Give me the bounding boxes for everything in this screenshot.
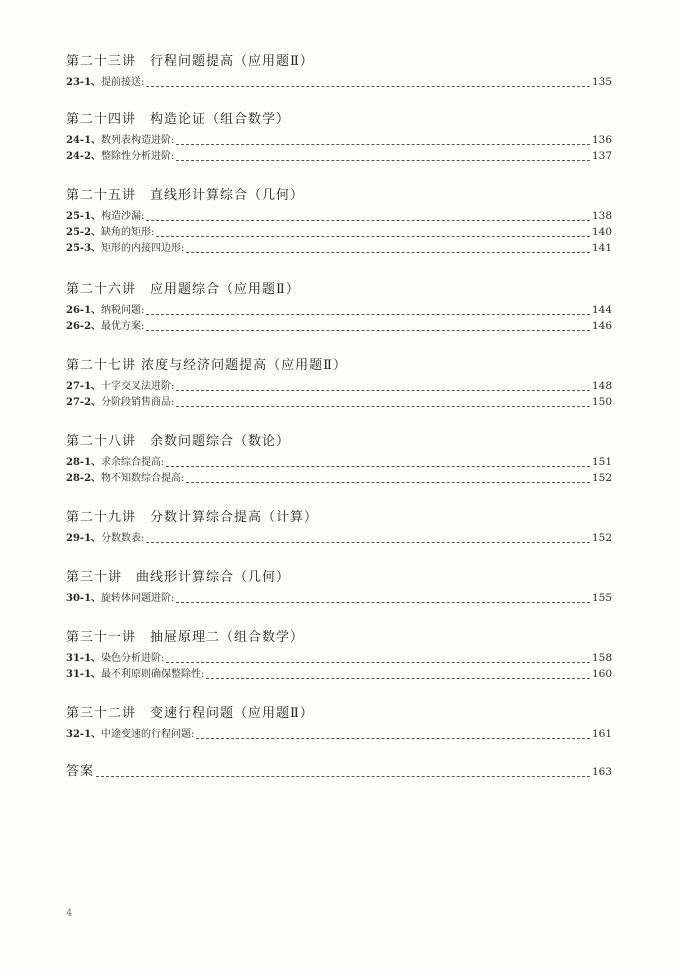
entry-title: 中途变速的行程问题: bbox=[101, 729, 195, 740]
entry-label bbox=[66, 133, 174, 149]
toc-section bbox=[66, 52, 612, 90]
dot-leader bbox=[176, 390, 590, 391]
dot-leader bbox=[146, 542, 590, 543]
section-title: 第三十二讲 变速行程问题（应用题Ⅱ） bbox=[66, 706, 314, 721]
entry-title: 分数数表: bbox=[101, 533, 145, 544]
entry-title: 最优方案: bbox=[101, 321, 145, 332]
toc-section bbox=[66, 704, 612, 742]
entry-label bbox=[66, 241, 184, 257]
entry-number: 25-3、 bbox=[66, 243, 102, 254]
entry-title: 缺角的矩形: bbox=[101, 227, 155, 238]
section-title: 第三十一讲 抽屉原理二（组合数学） bbox=[66, 630, 305, 645]
dot-leader bbox=[146, 330, 590, 331]
dot-leader bbox=[146, 220, 590, 221]
entry-number: 23-1、 bbox=[66, 77, 102, 88]
toc-entry[interactable] bbox=[66, 132, 612, 148]
entry-title: 分阶段销售商品: bbox=[101, 397, 175, 408]
toc-section bbox=[66, 568, 612, 606]
dot-leader bbox=[206, 678, 590, 679]
dot-leader bbox=[176, 406, 590, 407]
toc-entry[interactable] bbox=[66, 454, 612, 470]
toc-entry[interactable] bbox=[66, 302, 612, 318]
dot-leader bbox=[156, 236, 590, 237]
dot-leader bbox=[166, 662, 590, 663]
toc-entry[interactable] bbox=[66, 240, 612, 256]
toc-section bbox=[66, 628, 612, 682]
entry-number: 31-1、 bbox=[66, 669, 102, 680]
entry-page-number: 135 bbox=[591, 76, 612, 88]
entry-page-number: 137 bbox=[591, 150, 612, 162]
toc-entry[interactable] bbox=[66, 650, 612, 666]
table-of-contents bbox=[66, 52, 612, 782]
section-title: 第二十四讲 构造论证（组合数学） bbox=[66, 112, 291, 127]
entry-title: 染色分析进阶: bbox=[101, 653, 165, 664]
entry-page-number: 148 bbox=[591, 380, 612, 392]
entry-title: 纳税问题: bbox=[101, 305, 145, 316]
page-number: 4 bbox=[66, 908, 73, 919]
entry-page-number: 136 bbox=[591, 134, 612, 146]
dot-leader bbox=[186, 252, 590, 253]
toc-entry[interactable] bbox=[66, 378, 612, 394]
entry-label bbox=[66, 591, 174, 607]
entry-label bbox=[66, 667, 204, 683]
dot-leader bbox=[146, 86, 590, 87]
toc-entry[interactable] bbox=[66, 74, 612, 90]
entry-title: 整除性分析进阶: bbox=[101, 151, 175, 162]
entry-page-number: 150 bbox=[591, 396, 612, 408]
entry-number: 24-1、 bbox=[66, 135, 102, 146]
toc-section bbox=[66, 508, 612, 546]
entry-number: 32-1、 bbox=[66, 729, 102, 740]
toc-section bbox=[66, 432, 612, 486]
entry-title: 矩形的内接四边形: bbox=[101, 243, 185, 254]
entry-title: 十字交叉法进阶: bbox=[101, 381, 175, 392]
toc-entry[interactable] bbox=[66, 318, 612, 334]
dot-leader bbox=[166, 466, 590, 467]
toc-entry[interactable] bbox=[66, 208, 612, 224]
section-title: 第三十讲 曲线形计算综合（几何） bbox=[66, 570, 291, 585]
toc-entry[interactable] bbox=[66, 470, 612, 486]
entry-page-number: 146 bbox=[591, 320, 612, 332]
entry-number: 29-1、 bbox=[66, 533, 102, 544]
dot-leader bbox=[96, 776, 590, 777]
entry-number: 28-2、 bbox=[66, 473, 102, 484]
section-title: 第二十七讲 浓度与经济问题提高（应用题Ⅱ） bbox=[66, 358, 347, 373]
entry-label bbox=[66, 149, 174, 165]
entry-title: 最不利原则确保整除性: bbox=[101, 669, 205, 680]
entry-label bbox=[66, 651, 164, 667]
toc-section bbox=[66, 356, 612, 410]
entry-page-number: 144 bbox=[591, 304, 612, 316]
dot-leader bbox=[186, 482, 590, 483]
entry-title: 旋转体问题进阶: bbox=[101, 593, 175, 604]
entry-label bbox=[66, 225, 154, 241]
entry-label bbox=[66, 471, 184, 487]
entry-label bbox=[66, 303, 144, 319]
entry-title: 提前接送: bbox=[101, 77, 145, 88]
entry-label bbox=[66, 727, 194, 743]
entry-page-number: 158 bbox=[591, 652, 612, 664]
toc-entry[interactable] bbox=[66, 590, 612, 606]
entry-page-number: 140 bbox=[591, 226, 612, 238]
toc-section bbox=[66, 110, 612, 164]
section-title: 第二十三讲 行程问题提高（应用题Ⅱ） bbox=[66, 54, 314, 69]
entry-number: 24-2、 bbox=[66, 151, 102, 162]
answer-label: 答案 bbox=[66, 764, 95, 779]
entry-number: 27-1、 bbox=[66, 381, 102, 392]
entry-title: 构造沙漏: bbox=[101, 211, 145, 222]
entry-title: 物不知数综合提高: bbox=[101, 473, 185, 484]
toc-section bbox=[66, 186, 612, 256]
dot-leader bbox=[176, 160, 590, 161]
entry-number: 26-1、 bbox=[66, 305, 102, 316]
answer-entry[interactable] bbox=[66, 762, 612, 782]
entry-label bbox=[66, 209, 144, 225]
section-title: 第二十六讲 应用题综合（应用题Ⅱ） bbox=[66, 282, 300, 297]
entry-number: 27-2、 bbox=[66, 397, 102, 408]
entry-label bbox=[66, 75, 144, 91]
toc-entry[interactable] bbox=[66, 224, 612, 240]
section-title: 第二十五讲 直线形计算综合（几何） bbox=[66, 188, 305, 203]
entry-label bbox=[66, 455, 164, 471]
entry-page-number: 160 bbox=[591, 668, 612, 680]
entry-label bbox=[66, 395, 174, 411]
entry-label bbox=[66, 531, 144, 547]
entry-page-number: 152 bbox=[591, 472, 612, 484]
entry-label bbox=[66, 379, 174, 395]
entry-title: 数列表构造进阶: bbox=[101, 135, 175, 146]
entry-page-number: 161 bbox=[591, 728, 612, 740]
dot-leader bbox=[176, 144, 590, 145]
answer-page-number: 163 bbox=[591, 766, 612, 778]
entry-number: 26-2、 bbox=[66, 321, 102, 332]
entry-number: 25-1、 bbox=[66, 211, 102, 222]
section-title: 第二十八讲 余数问题综合（数论） bbox=[66, 434, 291, 449]
toc-entry[interactable] bbox=[66, 148, 612, 164]
dot-leader bbox=[196, 738, 590, 739]
toc-section bbox=[66, 280, 612, 334]
entry-page-number: 151 bbox=[591, 456, 612, 468]
entry-page-number: 138 bbox=[591, 210, 612, 222]
toc-entry[interactable] bbox=[66, 726, 612, 742]
entry-label bbox=[66, 319, 144, 335]
toc-entry[interactable] bbox=[66, 666, 612, 682]
entry-number: 25-2、 bbox=[66, 227, 102, 238]
toc-entry[interactable] bbox=[66, 394, 612, 410]
section-title: 第二十九讲 分数计算综合提高（计算） bbox=[66, 510, 319, 525]
dot-leader bbox=[176, 602, 590, 603]
entry-page-number: 141 bbox=[591, 242, 612, 254]
toc-entry[interactable] bbox=[66, 530, 612, 546]
entry-page-number: 152 bbox=[591, 532, 612, 544]
entry-number: 30-1、 bbox=[66, 593, 102, 604]
dot-leader bbox=[146, 314, 590, 315]
entry-number: 31-1、 bbox=[66, 653, 102, 664]
entry-title: 求余综合提高: bbox=[101, 457, 165, 468]
entry-number: 28-1、 bbox=[66, 457, 102, 468]
entry-page-number: 155 bbox=[591, 592, 612, 604]
